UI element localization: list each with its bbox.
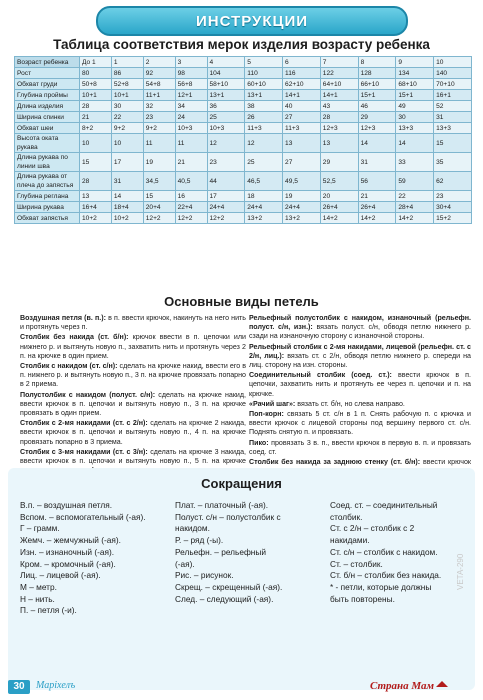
table-cell: 27	[283, 112, 321, 123]
table-row	[15, 191, 472, 202]
abbreviation-line: Ст. б/н – столбик без накида.	[330, 570, 442, 581]
abbreviation-line: В.п. – воздушная петля.	[20, 500, 113, 510]
table-title: Таблица соответствия мерок изделия возрасту ребенка	[53, 37, 430, 52]
abbreviation-line: быть повторены.	[330, 593, 395, 604]
table-cell: 13+2	[245, 213, 283, 224]
table-cell: 14+1	[320, 90, 358, 101]
table-cell: 24+4	[283, 202, 321, 213]
table-cell: 12+2	[207, 213, 245, 224]
abbreviation-line: Н – нить.	[20, 593, 55, 604]
table-cell: 14+2	[358, 213, 396, 224]
table-cell: 9	[396, 57, 434, 68]
abbreviation-line: Г – грамм.	[20, 523, 60, 534]
table-cell: 12+2	[143, 213, 175, 224]
table-cell: 12+3	[358, 123, 396, 134]
table-cell: 92	[143, 68, 175, 79]
table-cell: 70+10	[434, 79, 472, 90]
table-cell: 12+2	[175, 213, 207, 224]
table-cell: 9+2	[143, 123, 175, 134]
table-cell: 26+4	[358, 202, 396, 213]
table-cell: 104	[207, 68, 245, 79]
table-cell: 49,5	[283, 172, 321, 191]
table-cell: 122	[320, 68, 358, 79]
table-cell: 52	[434, 101, 472, 112]
table-cell: 31	[434, 112, 472, 123]
table-cell: 16+4	[80, 202, 112, 213]
loop-description: сделать на крючке 3 накида, ввести крючок в п. цепочки и вытянуть новую п., 5 п. на крючке	[20, 447, 246, 466]
loop-term: Поп-корн:	[249, 410, 284, 419]
side-watermark: VETA-290	[456, 553, 465, 590]
table-cell: 13	[283, 134, 321, 153]
abbreviation-line: Кром. – кромочный (-ая).	[20, 558, 116, 569]
table-row	[15, 101, 472, 112]
loop-term: Соединительный столбик (соед. ст.):	[249, 371, 392, 380]
table-cell: 40	[283, 101, 321, 112]
table-cell: 17	[111, 153, 143, 172]
table-cell: 10	[434, 57, 472, 68]
table-cell: 27	[283, 153, 321, 172]
row-label: Обхват запястья	[15, 213, 80, 224]
abbreviation-line: накидом.	[175, 523, 210, 534]
abbreviation-line: (-ая).	[175, 558, 195, 569]
table-cell: 16+1	[434, 90, 472, 101]
abbreviation-line: Соед. ст. – соединительный	[330, 500, 438, 510]
table-cell: 34,5	[143, 172, 175, 191]
table-cell: 23	[143, 112, 175, 123]
table-cell: 14+2	[396, 213, 434, 224]
abbreviation-line: * - петли, которые должны	[330, 581, 432, 592]
abbreviation-line: Ст. с 2/н – столбик с 2	[330, 523, 415, 534]
loop-term: Рельефный столбик с 2-мя накидами, лицевой (рельефн. ст. с 2/н, лиц.):	[249, 342, 471, 360]
row-label: Обхват груди	[15, 79, 80, 90]
table-cell: 13	[320, 134, 358, 153]
table-cell: 28+4	[396, 202, 434, 213]
loop-description: в п. ввести крючок, накинуть на него нить и протянуть через п.	[20, 314, 246, 332]
table-cell: 28	[320, 112, 358, 123]
loops-left-column	[20, 314, 246, 476]
table-cell: 11+3	[283, 123, 321, 134]
abbreviation-line: Ст. – столбик.	[330, 558, 383, 569]
table-cell: 11	[143, 134, 175, 153]
table-row	[15, 123, 472, 134]
abbreviation-line: След. – следующий (-ая).	[175, 593, 274, 604]
table-cell: 14	[111, 191, 143, 202]
table-cell: 15	[80, 153, 112, 172]
table-cell: 8+2	[80, 123, 112, 134]
table-cell: 8	[358, 57, 396, 68]
table-cell: 86	[111, 68, 143, 79]
table-cell: 35	[434, 153, 472, 172]
loop-description: вязать ст. б/н, но слева направо.	[295, 399, 405, 408]
table-cell: 15	[143, 191, 175, 202]
table-cell: 12	[245, 134, 283, 153]
table-row	[15, 213, 472, 224]
table-cell: 116	[283, 68, 321, 79]
loop-term: Столбик с 3-мя накидами (ст. с 3/н):	[20, 447, 148, 456]
table-cell: 32	[143, 101, 175, 112]
row-label: Обхват шеи	[15, 123, 80, 134]
table-cell: 62+10	[283, 79, 321, 90]
table-cell: 12+1	[175, 90, 207, 101]
loop-term: Полустолбик с накидом (полуст. с/н):	[20, 390, 156, 399]
abbreviation-line: столбик.	[330, 511, 363, 522]
loop-term: Столбик без накида за заднюю стенку (ст. б/н):	[249, 458, 421, 467]
table-cell: 21	[80, 112, 112, 123]
table-cell: 5	[245, 57, 283, 68]
row-label: Длина рукава по линии шва	[15, 153, 80, 172]
table-cell: 110	[245, 68, 283, 79]
table-cell: 25	[207, 112, 245, 123]
loop-term: Пико:	[249, 438, 269, 447]
table-row	[15, 134, 472, 153]
table-cell: 26+4	[320, 202, 358, 213]
loops-right-column	[249, 314, 471, 487]
table-cell: 2	[143, 57, 175, 68]
row-label: Рост	[15, 68, 80, 79]
table-cell: 80	[80, 68, 112, 79]
table-cell: 60+10	[245, 79, 283, 90]
table-cell: 30	[396, 112, 434, 123]
table-cell: 11	[175, 134, 207, 153]
loop-description: провязать 3 в. п., ввести крючок в первую в. п. и провязать соед. ст.	[249, 438, 471, 456]
table-cell: 52+8	[111, 79, 143, 90]
table-cell: 40,5	[175, 172, 207, 191]
table-cell: 10+1	[80, 90, 112, 101]
table-cell: 21	[175, 153, 207, 172]
table-cell: 54+8	[143, 79, 175, 90]
table-cell: 128	[358, 68, 396, 79]
abbreviation-line: Ст. с/н – столбик с накидом.	[330, 546, 438, 557]
table-cell: 30+4	[434, 202, 472, 213]
loop-term: Рельефный полустолбик с накидом, изнаночный (рельефн. полуст. с/н, изн.):	[249, 314, 471, 332]
table-cell: 18	[245, 191, 283, 202]
table-cell: 31	[111, 172, 143, 191]
table-cell: 29	[358, 112, 396, 123]
table-cell: 34	[175, 101, 207, 112]
loop-description: сделать на крючке 2 накида, ввести крючок в п. цепочки и вытянуть новую п., 4 п. на крючке провязать попарно в 3 приема.	[20, 419, 246, 446]
row-label: Длина рукава от плеча до запястья	[15, 172, 80, 191]
table-cell: 52,5	[320, 172, 358, 191]
table-cell: 64+10	[320, 79, 358, 90]
table-row	[15, 68, 472, 79]
site-watermark	[370, 680, 448, 692]
loop-description: крючок ввести в п. цепочки или нижнего р. и вытянуть новую п., захватить нить и протянуть через 2 п. на крючке в один прием.	[20, 333, 246, 360]
table-cell: 20+4	[143, 202, 175, 213]
loop-description: сделать на крючке накид, ввести крючок в п. цепочки и вытянуть новую п., 3 п. на крючке провязать в один прием.	[20, 390, 247, 418]
table-cell: 13+1	[245, 90, 283, 101]
abbreviation-line: Жемч. – жемчужный (-ая).	[20, 535, 121, 546]
table-cell: 17	[207, 191, 245, 202]
table-cell: 46,5	[245, 172, 283, 191]
loop-term: Столбик с накидом (ст. с/н):	[20, 362, 118, 371]
table-cell: 29	[320, 153, 358, 172]
abbreviation-line: Плат. – платочный (-ая).	[175, 500, 269, 510]
table-cell: 28	[80, 101, 112, 112]
table-cell: 14+1	[283, 90, 321, 101]
loop-definition	[249, 371, 471, 399]
table-cell: 26	[245, 112, 283, 123]
row-label: Глубина реглана	[15, 191, 80, 202]
table-cell: 15+1	[396, 90, 434, 101]
row-label: Длина изделия	[15, 101, 80, 112]
table-cell: 33	[396, 153, 434, 172]
loop-definition	[20, 314, 246, 332]
table-row	[15, 79, 472, 90]
table-row	[15, 172, 472, 191]
row-label: Ширина спинки	[15, 112, 80, 123]
table-cell: 38	[245, 101, 283, 112]
abbreviations-title: Сокращения	[201, 476, 282, 491]
table-cell: 66+10	[358, 79, 396, 90]
table-cell: 13+2	[283, 213, 321, 224]
row-label: Ширина рукава	[15, 202, 80, 213]
loop-definition	[20, 419, 246, 447]
table-cell: 19	[143, 153, 175, 172]
magazine-logo: Марiхелъ	[36, 680, 76, 691]
table-row	[15, 153, 472, 172]
table-cell: 12+3	[320, 123, 358, 134]
table-cell: 13	[80, 191, 112, 202]
abbreviation-line: Лиц. – лицевой (-ая).	[20, 570, 101, 581]
watermark-text: Страна Мам	[370, 680, 435, 692]
table-cell: 24+4	[245, 202, 283, 213]
table-row	[15, 90, 472, 101]
table-cell: 10	[111, 134, 143, 153]
loop-term: Столбик с 2-мя накидами (ст. с 2/н):	[20, 419, 148, 428]
table-cell: 22+4	[175, 202, 207, 213]
table-cell: 15+1	[358, 90, 396, 101]
table-cell: 20	[320, 191, 358, 202]
abbreviation-line: Скрещ. – скрещенный (-ая).	[175, 581, 283, 592]
table-cell: 140	[434, 68, 472, 79]
table-cell: 6	[283, 57, 321, 68]
table-cell: 98	[175, 68, 207, 79]
abbreviations-column-1	[20, 500, 170, 617]
loop-term: «Рачий шаг»:	[249, 399, 296, 408]
table-cell: 30	[111, 101, 143, 112]
table-cell: 1	[111, 57, 143, 68]
table-cell: 19	[283, 191, 321, 202]
table-cell: 14	[396, 134, 434, 153]
table-cell: 10+2	[111, 213, 143, 224]
table-cell: 31	[358, 153, 396, 172]
loop-definition	[249, 439, 471, 457]
table-cell: 10	[80, 134, 112, 153]
table-cell: 10+1	[111, 90, 143, 101]
page-number: 30	[8, 680, 30, 694]
table-cell: 28	[80, 172, 112, 191]
table-cell: 4	[207, 57, 245, 68]
loop-definition	[249, 314, 471, 342]
table-cell: 15	[434, 134, 472, 153]
row-label: Высота оката рукава	[15, 134, 80, 153]
table-cell: 10+3	[175, 123, 207, 134]
loop-definition	[20, 362, 246, 390]
abbreviation-line: Полуст. с/н – полустолбик с	[175, 511, 281, 522]
table-cell: 43	[320, 101, 358, 112]
table-cell: 21	[358, 191, 396, 202]
loop-description: ввести крючок	[423, 458, 472, 467]
table-cell: 14	[358, 134, 396, 153]
table-row	[15, 112, 472, 123]
table-cell: 58+10	[207, 79, 245, 90]
table-cell: 134	[396, 68, 434, 79]
table-cell: До 1	[80, 57, 112, 68]
table-cell: 49	[396, 101, 434, 112]
loop-description: вязать полуст. с/н, обводя петлю нижнего р. сзади на изнаночную сторону с изнаночной стороны.	[249, 323, 471, 341]
abbreviation-line: Изн. – изнаночный (-ая).	[20, 546, 115, 557]
loop-definition	[249, 343, 471, 371]
table-cell: 24	[175, 112, 207, 123]
table-cell: 22	[111, 112, 143, 123]
table-cell: 46	[358, 101, 396, 112]
loop-description: вязать ст. с 2/н, обводя петлю нижнего р. спереди на лиц. сторону на изн. стороны.	[249, 351, 471, 370]
table-cell: 36	[207, 101, 245, 112]
table-cell: 59	[396, 172, 434, 191]
abbreviation-line: П. – петля (-и).	[20, 605, 77, 616]
table-cell: 14+2	[320, 213, 358, 224]
measurement-table	[14, 56, 472, 224]
table-cell: 25	[245, 153, 283, 172]
table-cell: 50+8	[80, 79, 112, 90]
table-cell: 56+8	[175, 79, 207, 90]
loop-term: Воздушная петля (в. п.):	[20, 314, 106, 322]
abbreviations-column-3	[330, 500, 470, 605]
table-cell: 11+1	[143, 90, 175, 101]
abbreviation-line: Р. – ряд (-ы).	[175, 535, 224, 546]
table-cell: 11+3	[245, 123, 283, 134]
table-cell: 15+2	[434, 213, 472, 224]
loop-definition	[249, 410, 471, 438]
table-cell: 9+2	[111, 123, 143, 134]
loop-description: связать 5 ст. с/н в 1 п. Снять рабочую п. с крючка и ввести крючок с лицевой стороны под вершину первого ст. с/н. Поднять снятую п. и провязать.	[249, 410, 471, 437]
table-row	[15, 202, 472, 213]
abbreviation-line: М – метр.	[20, 581, 57, 592]
table-cell: 7	[320, 57, 358, 68]
abbreviation-line: Вспом. – вспомогательный (-ая).	[20, 511, 146, 522]
loop-term: Столбик без накида (ст. б/н):	[20, 333, 129, 342]
table-cell: 18+4	[111, 202, 143, 213]
abbreviation-line: накидами.	[330, 535, 370, 546]
table-cell: 56	[358, 172, 396, 191]
table-cell: 13+1	[207, 90, 245, 101]
loop-definition	[249, 400, 471, 409]
table-cell: 62	[434, 172, 472, 191]
table-cell: 10+2	[80, 213, 112, 224]
table-cell: 24+4	[207, 202, 245, 213]
abbreviation-line: Рельефн. – рельефный	[175, 546, 266, 557]
abbreviations-column-2	[175, 500, 325, 605]
section-title: ИНСТРУКЦИИ	[195, 12, 309, 30]
loop-definition	[20, 391, 246, 419]
loop-description: ввести крючок в п. цепочки, захватить нить и протянуть ее через п. цепочки и п. на крючке.	[249, 371, 471, 398]
table-cell: 13+3	[396, 123, 434, 134]
table-row	[15, 57, 472, 68]
row-label: Глубина проймы	[15, 90, 80, 101]
table-cell: 12	[207, 134, 245, 153]
table-cell: 13+3	[434, 123, 472, 134]
house-icon	[436, 681, 448, 687]
table-cell: 68+10	[396, 79, 434, 90]
table-cell: 23	[434, 191, 472, 202]
table-cell: 44	[207, 172, 245, 191]
row-label: Возраст ребенка	[15, 57, 80, 68]
table-cell: 22	[396, 191, 434, 202]
table-cell: 10+3	[207, 123, 245, 134]
table-cell: 23	[207, 153, 245, 172]
loops-title: Основные виды петель	[164, 294, 319, 309]
loop-definition	[20, 333, 246, 361]
loop-description: сделать на крючке накид, ввести его в п. нижнего р. и вытянуть новую п., 3 п. на крючке провязать попарно в 2 приема.	[20, 362, 246, 389]
section-banner	[96, 6, 408, 36]
table-cell: 3	[175, 57, 207, 68]
table-cell: 16	[175, 191, 207, 202]
abbreviation-line: Рис. – рисунок.	[175, 570, 234, 581]
